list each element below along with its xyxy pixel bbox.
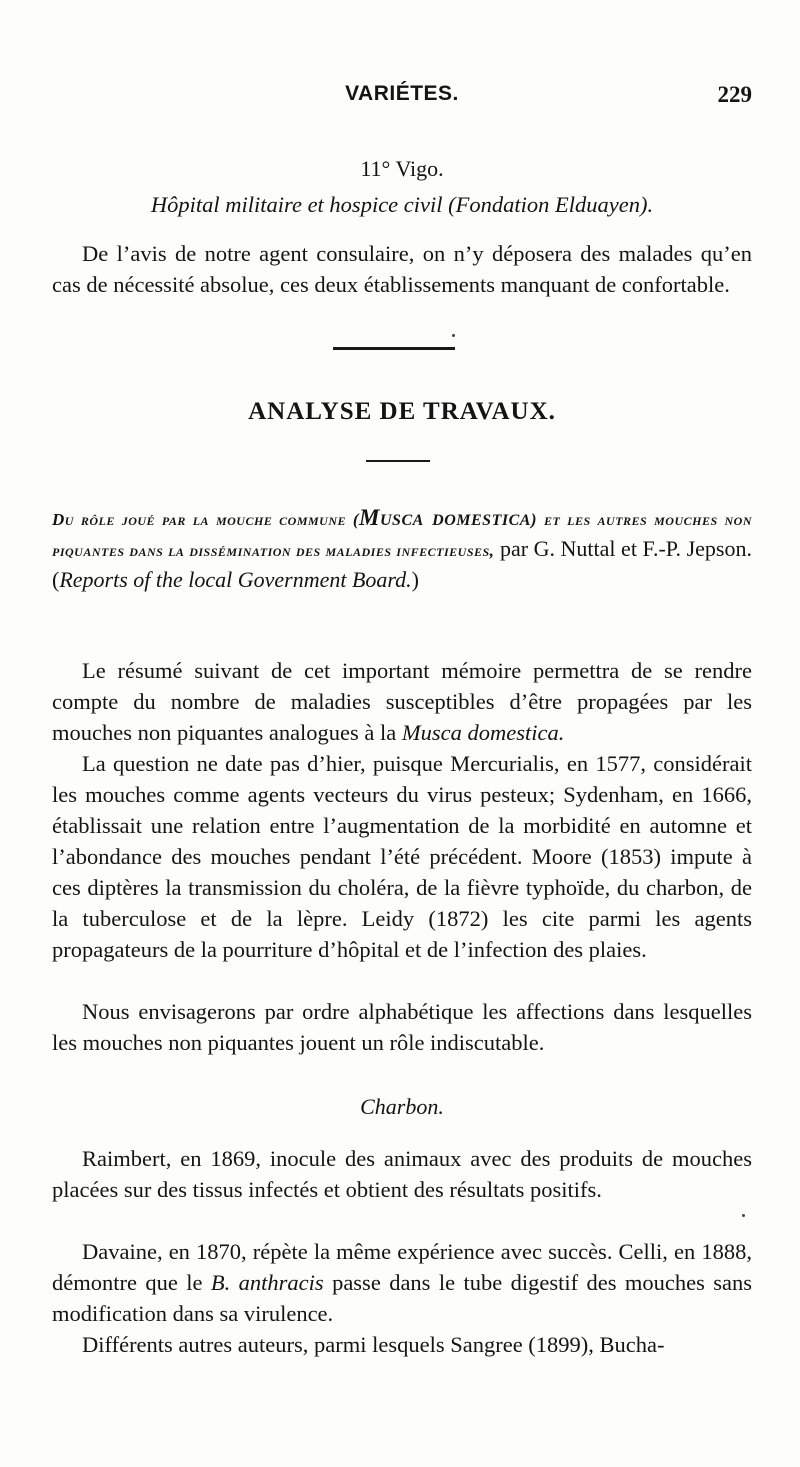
page-header xyxy=(52,78,752,112)
analysis-paragraph-2: La question ne date pas d’hier, puisque Mercurialis, en 1577, considérait les mouches comme agents vecteurs du virus pesteux; Sydenham, en 1666, établissait une relation entre l’augmentation de la morbidité en automne et l’abondance des mouches pendant l’été précédent. Moore (1853) impute à ces diptères la transmission du choléra, de la fièvre typhoïde, du charbon, de la tuberculose et de la lèpre. Leidy (1872) les cite parmi les agents propagateurs de la pourriture d’hôpital et de l’infection des plaies. xyxy=(52,751,752,962)
review-title-part2: ) et les autres mouches non piquantes dans la dissémination des maladies infectieuses, xyxy=(52,510,752,560)
analysis-paragraph-1 xyxy=(52,655,752,748)
print-speck xyxy=(452,334,455,337)
review-source: Reports of the local Government Board. xyxy=(59,567,412,592)
title-underline-rule xyxy=(366,460,430,462)
section-paragraph: De l’avis de notre agent consulaire, on n’y déposera des malades qu’en cas de nécessité absolue, ces deux établissements manquant de confortable. xyxy=(52,241,752,297)
paragraph-text: Davaine, en 1870, répète la même expérience avec succès. Celli, en 1888, démontre que le xyxy=(52,1239,752,1295)
charbon-paragraph-1: Raimbert, en 1869, inocule des animaux avec des produits de mouches placées sur des tissus infectés et obtient des résultats positifs. xyxy=(52,1146,752,1202)
review-close: ) xyxy=(411,567,419,592)
running-title: VARIÉTES. xyxy=(345,82,459,105)
review-title-species: Musca domestica xyxy=(359,505,531,530)
charbon-paragraph-3: Différents autres auteurs, parmi lesquels Sangree (1899), Bucha- xyxy=(82,1332,665,1357)
analysis-title: ANALYSE DE TRAVAUX. xyxy=(248,398,556,425)
charbon-paragraph-2 xyxy=(52,1236,752,1329)
charbon-subheading: Charbon. xyxy=(360,1094,444,1119)
section-subtitle: Hôpital militaire et hospice civil (Fondation Elduayen). xyxy=(150,192,654,217)
page-number: 229 xyxy=(717,82,752,107)
section-divider-rule xyxy=(333,347,455,350)
analysis-paragraph-3: Nous envisagerons par ordre alphabétique les affections dans lesquelles les mouches non piquantes jouent un rôle indiscutable. xyxy=(52,999,752,1055)
print-speck xyxy=(742,1214,745,1217)
review-authors: par G. Nuttal et F.-P. Jepson. ( xyxy=(52,536,752,592)
species-name: B. anthracis xyxy=(210,1270,324,1295)
review-heading xyxy=(52,503,752,596)
paragraph-text: Le résumé suivant de cet important mémoire permettra de se rendre compte du nombre de maladies susceptibles d’être propagées par les mouches non piquantes analogues à la xyxy=(52,658,752,745)
section-number: 11° Vigo. xyxy=(360,156,444,181)
paragraph-text: passe dans le tube digestif des mouches sans modification dans sa virulence. xyxy=(52,1270,753,1326)
species-name: Musca domestica. xyxy=(401,720,565,745)
review-title-part1: Du rôle joué par la mouche commune ( xyxy=(52,510,360,529)
